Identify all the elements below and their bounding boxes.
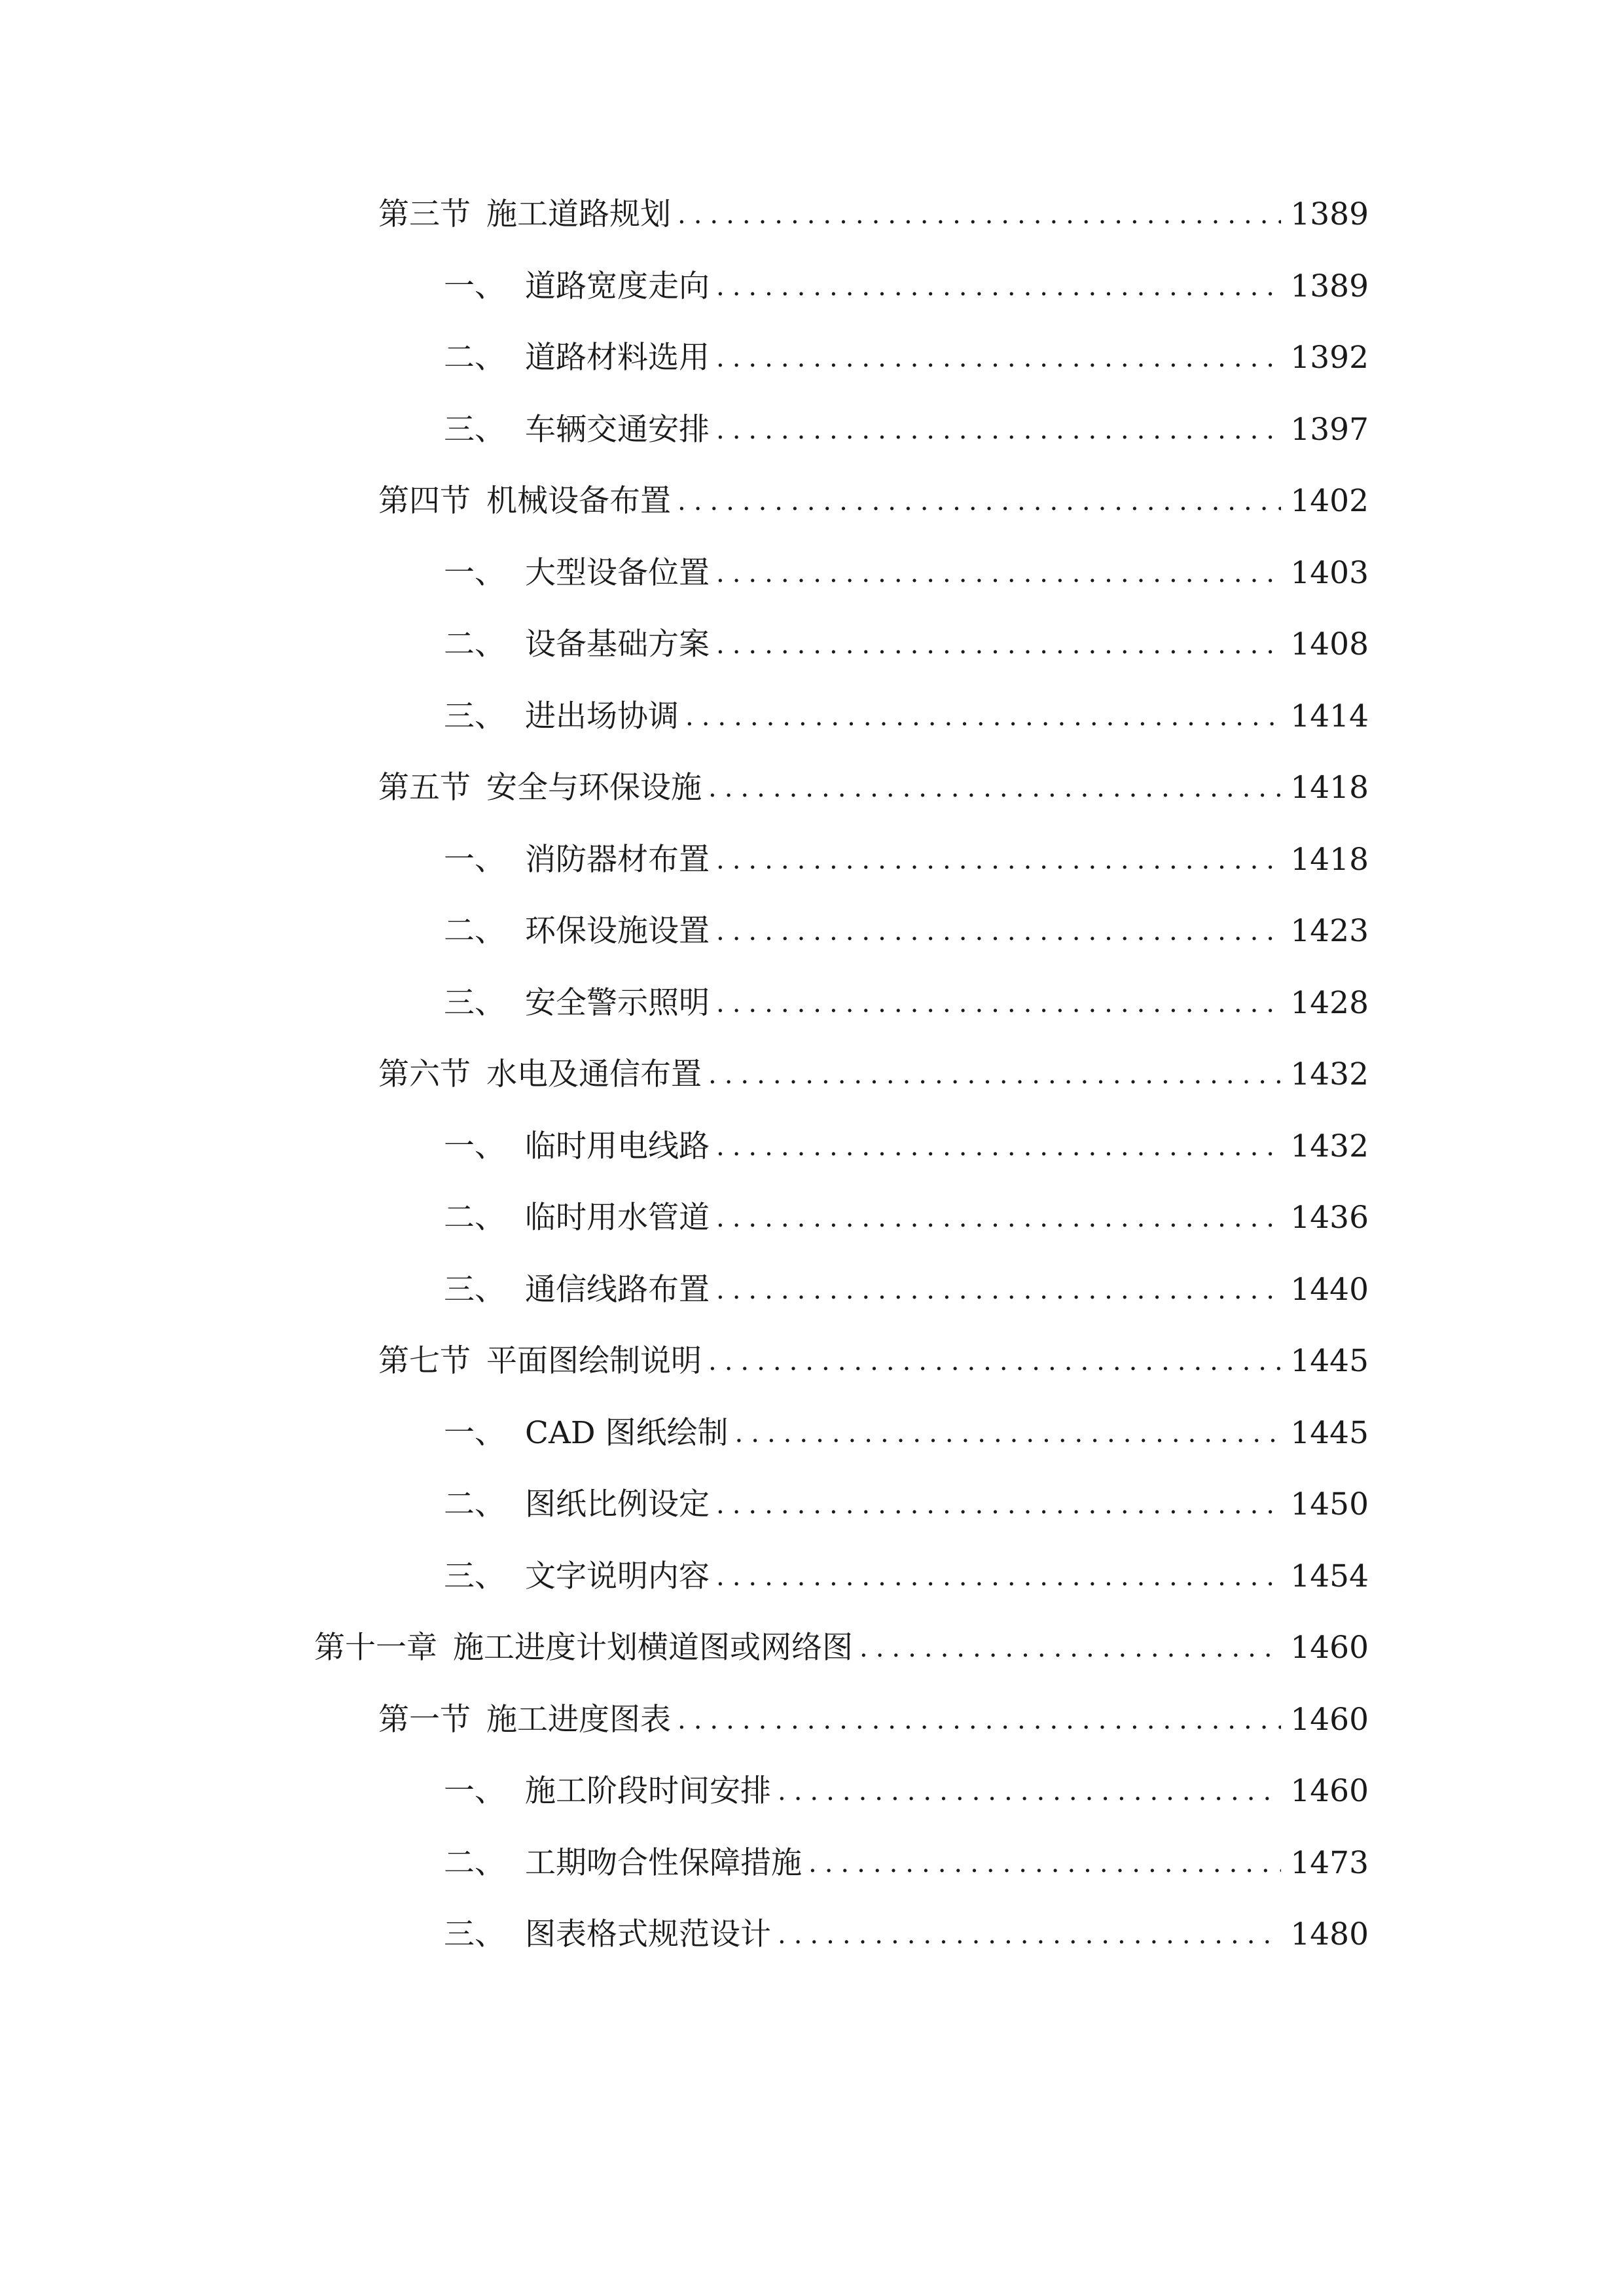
toc-dot-leader xyxy=(716,977,1281,1030)
toc-dot-leader xyxy=(708,1049,1281,1101)
toc-entry-title: 消防器材布置 xyxy=(525,841,710,878)
toc-entry-title: 道路材料选用 xyxy=(525,340,710,376)
toc-entry-prefix: 第一节 xyxy=(378,1701,471,1738)
toc-entry-subsection[interactable] xyxy=(444,834,1369,886)
toc-entry-subsection[interactable] xyxy=(444,905,1369,958)
toc-entry-prefix: 三、 xyxy=(444,698,505,734)
toc-entry-title: CAD 图纸绘制 xyxy=(525,1414,729,1451)
toc-entry-section[interactable] xyxy=(378,188,1369,241)
toc-entry-section[interactable] xyxy=(378,762,1369,814)
toc-entry-prefix: 二、 xyxy=(444,913,505,949)
toc-entry-title: 施工进度计划横道图或网络图 xyxy=(453,1630,853,1666)
toc-dot-leader xyxy=(716,404,1281,456)
toc-entry-prefix: 三、 xyxy=(444,1558,505,1594)
toc-entry-subsection[interactable] xyxy=(444,1192,1369,1244)
toc-entry-prefix: 二、 xyxy=(444,1200,505,1236)
toc-dot-leader xyxy=(716,1192,1281,1244)
toc-entry-title: 图纸比例设定 xyxy=(525,1486,710,1522)
toc-dot-leader xyxy=(677,188,1281,241)
toc-entry-title: 工期吻合性保障措施 xyxy=(525,1844,802,1881)
toc-entry-title: 安全与环保设施 xyxy=(486,770,702,806)
toc-dot-leader xyxy=(716,260,1281,313)
toc-dot-leader xyxy=(677,1694,1281,1746)
toc-entry-page-number: 1445 xyxy=(1290,1414,1369,1451)
toc-entry-prefix: 一、 xyxy=(444,268,505,304)
toc-dot-leader xyxy=(808,1837,1281,1890)
toc-entry-title: 临时用电线路 xyxy=(525,1128,710,1164)
toc-entry-page-number: 1414 xyxy=(1290,698,1369,734)
toc-entry-subsection[interactable] xyxy=(444,404,1369,456)
toc-entry-title: 文字说明内容 xyxy=(525,1558,710,1594)
toc-entry-prefix: 二、 xyxy=(444,1844,505,1881)
toc-entry-prefix: 第六节 xyxy=(378,1056,471,1092)
toc-entry-title: 进出场协调 xyxy=(525,698,679,734)
toc-entry-prefix: 一、 xyxy=(444,841,505,878)
toc-entry-page-number: 1423 xyxy=(1290,913,1369,949)
toc-entry-page-number: 1397 xyxy=(1290,411,1369,448)
toc-entry-page-number: 1460 xyxy=(1290,1630,1369,1666)
toc-entry-subsection[interactable] xyxy=(444,1909,1369,1961)
toc-dot-leader xyxy=(708,762,1281,814)
toc-entry-page-number: 1454 xyxy=(1290,1558,1369,1594)
toc-entry-page-number: 1402 xyxy=(1290,483,1369,519)
toc-entry-title: 施工道路规划 xyxy=(486,196,671,232)
toc-entry-prefix: 三、 xyxy=(444,984,505,1021)
toc-entry-prefix: 第五节 xyxy=(378,770,471,806)
toc-entry-section[interactable] xyxy=(378,1694,1369,1746)
toc-entry-subsection[interactable] xyxy=(444,1264,1369,1316)
toc-entry-subsection[interactable] xyxy=(444,691,1369,743)
toc-entry-prefix: 一、 xyxy=(444,554,505,591)
toc-entry-section[interactable] xyxy=(378,475,1369,528)
toc-entry-title: 机械设备布置 xyxy=(486,483,671,519)
toc-entry-subsection[interactable] xyxy=(444,332,1369,384)
toc-dot-leader xyxy=(716,1121,1281,1173)
toc-entry-page-number: 1460 xyxy=(1290,1773,1369,1809)
toc-entry-page-number: 1418 xyxy=(1290,770,1369,806)
toc-entry-prefix: 二、 xyxy=(444,626,505,662)
toc-entry-page-number: 1389 xyxy=(1290,196,1369,232)
toc-dot-leader xyxy=(716,1264,1281,1316)
toc-entry-title: 车辆交通安排 xyxy=(525,411,710,448)
toc-dot-leader xyxy=(677,475,1281,528)
toc-entry-page-number: 1436 xyxy=(1290,1200,1369,1236)
toc-dot-leader xyxy=(716,332,1281,384)
toc-entry-title: 环保设施设置 xyxy=(525,913,710,949)
toc-entry-page-number: 1480 xyxy=(1290,1916,1369,1952)
toc-entry-page-number: 1432 xyxy=(1290,1128,1369,1164)
toc-entry-title: 施工进度图表 xyxy=(486,1701,671,1738)
toc-entry-prefix: 三、 xyxy=(444,1916,505,1952)
toc-entry-prefix: 第四节 xyxy=(378,483,471,519)
toc-entry-subsection[interactable] xyxy=(444,1765,1369,1818)
toc-entry-page-number: 1389 xyxy=(1290,268,1369,304)
toc-entry-prefix: 二、 xyxy=(444,340,505,376)
toc-dot-leader xyxy=(685,691,1281,743)
toc-entry-subsection[interactable] xyxy=(444,1551,1369,1603)
toc-entry-subsection[interactable] xyxy=(444,977,1369,1030)
toc-entry-prefix: 第三节 xyxy=(378,196,471,232)
toc-entry-prefix: 二、 xyxy=(444,1486,505,1522)
toc-entry-section[interactable] xyxy=(378,1049,1369,1101)
toc-entry-prefix: 三、 xyxy=(444,411,505,448)
toc-entry-page-number: 1450 xyxy=(1290,1486,1369,1522)
toc-entry-page-number: 1418 xyxy=(1290,841,1369,878)
toc-entry-page-number: 1408 xyxy=(1290,626,1369,662)
toc-entry-title: 平面图绘制说明 xyxy=(486,1343,702,1379)
toc-entry-title: 设备基础方案 xyxy=(525,626,710,662)
toc-dot-leader xyxy=(716,1479,1281,1531)
toc-entry-subsection[interactable] xyxy=(444,619,1369,671)
toc-entry-title: 临时用水管道 xyxy=(525,1200,710,1236)
toc-entry-subsection[interactable] xyxy=(444,1407,1369,1460)
toc-entry-title: 安全警示照明 xyxy=(525,984,710,1021)
toc-entry-subsection[interactable] xyxy=(444,547,1369,600)
toc-entry-page-number: 1432 xyxy=(1290,1056,1369,1092)
toc-entry-title: 水电及通信布置 xyxy=(486,1056,702,1092)
toc-dot-leader xyxy=(778,1909,1281,1961)
toc-entry-title: 施工阶段时间安排 xyxy=(525,1773,771,1809)
toc-entry-page-number: 1403 xyxy=(1290,554,1369,591)
toc-dot-leader xyxy=(716,834,1281,886)
toc-entry-prefix: 一、 xyxy=(444,1773,505,1809)
toc-dot-leader xyxy=(778,1765,1281,1818)
toc-entry-prefix: 第十一章 xyxy=(314,1630,437,1666)
toc-dot-leader xyxy=(716,1551,1281,1603)
toc-entry-page-number: 1392 xyxy=(1290,340,1369,376)
toc-entry-subsection[interactable] xyxy=(444,1837,1369,1890)
toc-dot-leader xyxy=(735,1407,1282,1460)
toc-dot-leader xyxy=(708,1335,1281,1388)
toc-entry-page-number: 1473 xyxy=(1290,1844,1369,1881)
toc-entry-prefix: 一、 xyxy=(444,1128,505,1164)
toc-entry-subsection[interactable] xyxy=(444,260,1369,313)
toc-dot-leader xyxy=(859,1622,1281,1674)
toc-entry-page-number: 1428 xyxy=(1290,984,1369,1021)
toc-entry-subsection[interactable] xyxy=(444,1121,1369,1173)
toc-entry-page-number: 1440 xyxy=(1290,1271,1369,1308)
toc-entry-subsection[interactable] xyxy=(444,1479,1369,1531)
toc-dot-leader xyxy=(716,905,1281,958)
toc-entry-chapter[interactable] xyxy=(314,1622,1369,1674)
toc-entry-title: 大型设备位置 xyxy=(525,554,710,591)
toc-entry-title: 道路宽度走向 xyxy=(525,268,710,304)
toc-entry-prefix: 三、 xyxy=(444,1271,505,1308)
toc-dot-leader xyxy=(716,619,1281,671)
toc-entry-title: 图表格式规范设计 xyxy=(525,1916,771,1952)
toc-entry-title: 通信线路布置 xyxy=(525,1271,710,1308)
toc-entry-page-number: 1460 xyxy=(1290,1701,1369,1738)
toc-dot-leader xyxy=(716,547,1281,600)
toc-entry-section[interactable] xyxy=(378,1335,1369,1388)
toc-entry-prefix: 一、 xyxy=(444,1414,505,1451)
toc-entry-prefix: 第七节 xyxy=(378,1343,471,1379)
toc-entry-page-number: 1445 xyxy=(1290,1343,1369,1379)
